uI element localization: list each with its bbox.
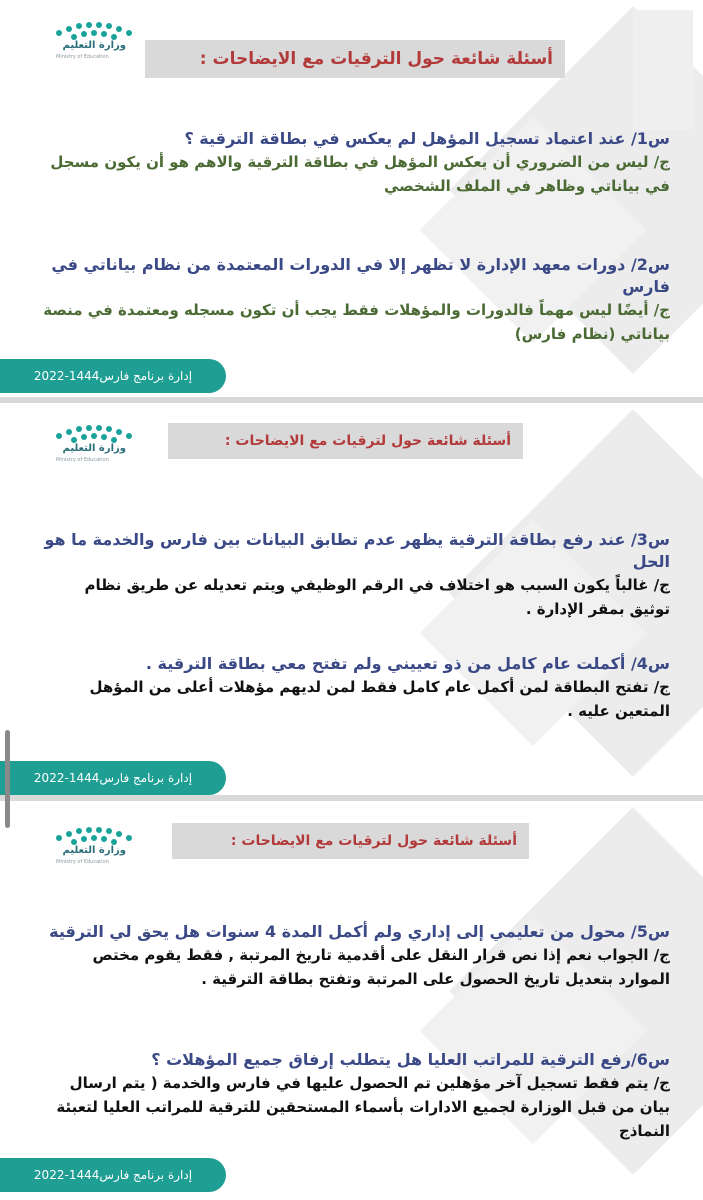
background-shape bbox=[633, 10, 693, 130]
logo-dots-icon bbox=[52, 823, 132, 845]
slide-3 bbox=[0, 801, 703, 1200]
ministry-logo bbox=[34, 421, 144, 465]
question: س4/ أكملت عام كامل من ذو تعييني ولم تفتح معي بطاقة الترقية . bbox=[145, 654, 670, 673]
answer: ج/ تفتح البطاقة لمن أكمل عام كامل فقط لمن لديهم مؤهلات أعلى من المؤهل المتعين عليه . bbox=[89, 678, 670, 720]
qa-item bbox=[40, 254, 670, 346]
question: س1/ عند اعتماد تسجيل المؤهل لم يعكس في بطاقة الترقية ؟ bbox=[184, 129, 670, 148]
slide-1 bbox=[0, 0, 703, 397]
logo-name: وزارة التعليم bbox=[62, 40, 126, 51]
slide-title: أسئلة شائعة حول لترقيات مع الايضاحات : bbox=[172, 823, 529, 859]
footer-label: إدارة برنامج فارس1444-2022 bbox=[0, 359, 226, 393]
qa-item bbox=[40, 128, 670, 198]
slide-2 bbox=[0, 403, 703, 795]
logo-name: وزارة التعليم bbox=[62, 443, 126, 454]
question: س3/ عند رفع بطاقة الترقية يظهر عدم تطابق البيانات بين فارس والخدمة ما هو الحل bbox=[44, 530, 670, 571]
logo-dots-icon bbox=[52, 421, 132, 443]
logo-dots-icon bbox=[52, 18, 132, 40]
ministry-logo bbox=[34, 823, 144, 867]
qa-item bbox=[40, 921, 670, 991]
question: س5/ محول من تعليمي إلى إداري ولم أكمل المدة 4 سنوات هل يحق لي الترقية bbox=[49, 922, 670, 941]
question: س6/رفع الترقية للمراتب العليا هل يتطلب إرفاق جميع المؤهلات ؟ bbox=[151, 1050, 670, 1069]
logo-subtitle: Ministry of Education bbox=[56, 54, 109, 60]
slide-title: أسئلة شائعة حول لترقيات مع الايضاحات : bbox=[168, 423, 523, 459]
qa-item bbox=[40, 529, 670, 621]
answer: ج/ غالباً يكون السبب هو اختلاف في الرقم الوظيفي ويتم تعديله عن طريق نظام توثيق بمقر الإدارة . bbox=[84, 576, 670, 618]
ministry-logo bbox=[34, 18, 144, 62]
logo-name: وزارة التعليم bbox=[62, 845, 126, 856]
answer: ج/ أيضًا ليس مهماً فالدورات والمؤهلات فقط يجب أن تكون مسجله ومعتمدة في منصة بياناتي (نظام فارس) bbox=[43, 301, 670, 343]
answer: ج/ يتم فقط تسجيل آخر مؤهلين تم الحصول عليها في فارس والخدمة ( يتم ارسال بيان من قبل الوزارة لجميع الادارات بأسماء المستحقين للترقية للمراتب العليا لتعبئة النماذج bbox=[56, 1074, 670, 1140]
logo-subtitle: Ministry of Education bbox=[56, 457, 109, 463]
qa-item bbox=[40, 653, 670, 723]
answer: ج/ ليس من الضروري أن يعكس المؤهل في بطاقة الترقية والاهم هو أن يكون مسجل في بياناتي وظاهر في الملف الشخصي bbox=[50, 153, 670, 195]
qa-item bbox=[40, 1049, 670, 1143]
answer: ج/ الجواب نعم إذا نص قرار النقل على أقدمية تاريخ المرتبة , فقط يقوم مختص الموارد بتعديل تاريخ الحصول على المرتبة وتفتح بطاقة الترقية . bbox=[92, 946, 670, 988]
scrollbar[interactable] bbox=[5, 730, 10, 828]
slide-title: أسئلة شائعة حول الترقيات مع الايضاحات : bbox=[145, 40, 565, 78]
footer-label: إدارة برنامج فارس1444-2022 bbox=[0, 1158, 226, 1192]
footer-label: إدارة برنامج فارس1444-2022 bbox=[0, 761, 226, 795]
question: س2/ دورات معهد الإدارة لا تظهر إلا في الدورات المعتمدة من نظام بياناتي في فارس bbox=[51, 255, 670, 296]
logo-subtitle: Ministry of Education bbox=[56, 859, 109, 865]
